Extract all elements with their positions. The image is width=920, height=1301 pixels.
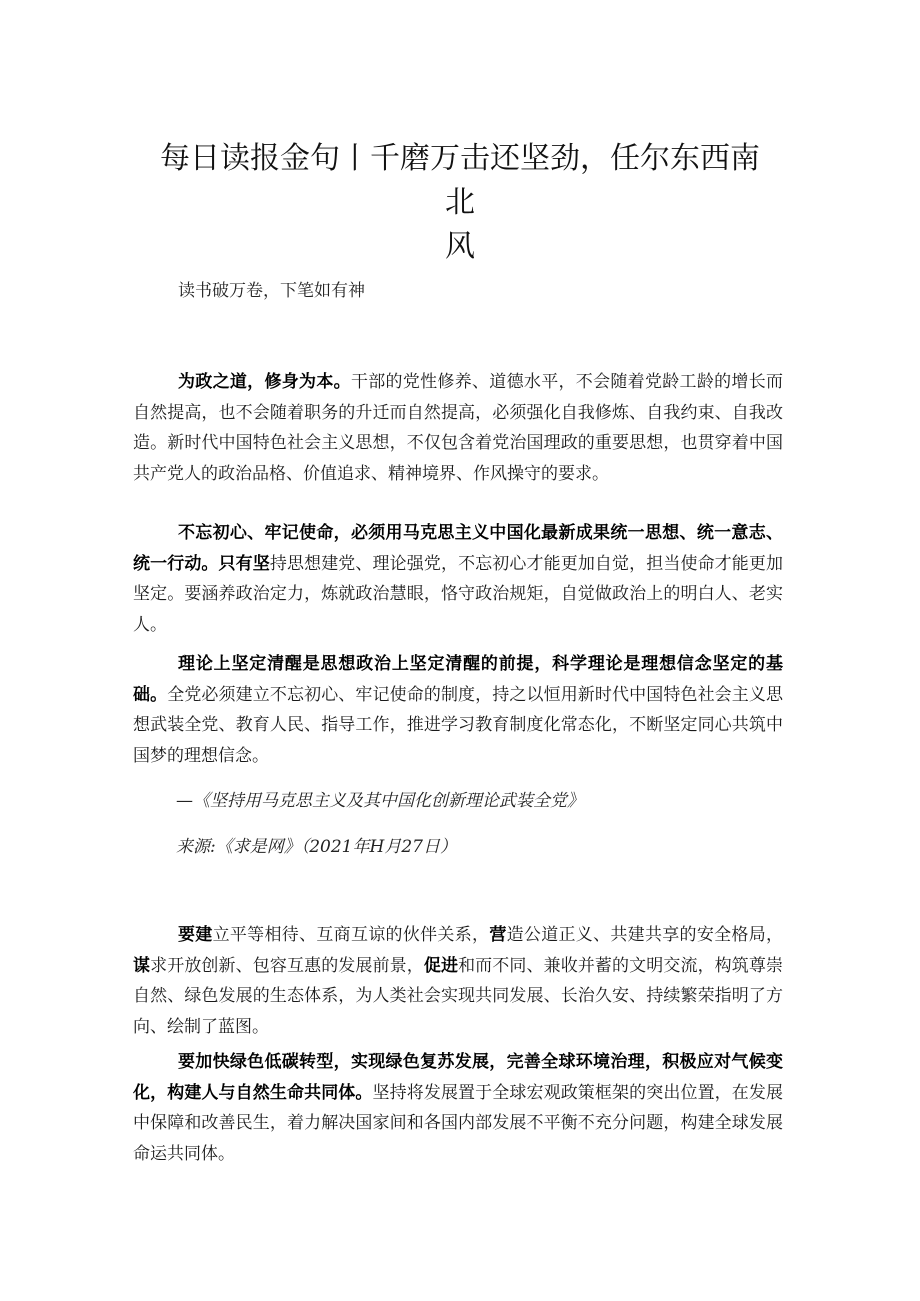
page-title — [130, 137, 790, 269]
paragraph-lead: 谋 — [133, 955, 151, 976]
paragraph-body: 全党必须建立不忘初心、牢记使命的制度，持之以恒用新时代中国特色社会主义思想武装全党、教育人民、指导工作，推进学习教育制度化常态化，不断坚定同心共筑中国梦的理想信念。 — [133, 684, 784, 766]
paragraph-lead: 要加快绿色低碳转型，实现绿色复苏发展，完善全球环境治理，积极应对气候变化，构建人与自然生命共同体。 — [133, 1052, 783, 1103]
paragraph — [133, 920, 783, 1042]
paragraph-body: 和而不同、兼收并蓄的文明交流，构筑尊崇自然、绿色发展的生态体系，为人类社会实现共同发展、长治久安、持续繁荣指明了方向、绘制了蓝图。 — [133, 955, 784, 1037]
paragraph-body: 立平等相待、互商互谅的伙伴关系， — [212, 925, 490, 945]
paragraph — [133, 518, 783, 640]
paragraph — [133, 1047, 783, 1169]
paragraph — [133, 649, 783, 771]
source-line: 来源:《求是网》（2021年H月27日） — [176, 837, 457, 857]
title-line-2: 北 — [445, 185, 475, 220]
paragraph-lead: 要建 — [178, 925, 213, 945]
quote-attribution: —《坚持用马克思主义及其中国化创新理论武装全党》 — [176, 791, 584, 811]
paragraph-body: 坚持将发展置于全球宏观政策框架的突出位置，在发展中保障和改善民生，着力解决国家间和各国内部发展不平衡不充分问题，构建全球发展命运共同体。 — [133, 1082, 784, 1164]
title-line-1: 每日读报金句丨千磨万击还坚劲，任尔东西南 — [160, 141, 760, 176]
paragraph-body: 造公道正义、共建共享的安全格局， — [506, 925, 784, 945]
title-line-3: 风 — [445, 229, 475, 264]
paragraph-lead: 为政之道，修身为本。 — [178, 372, 351, 392]
paragraph-body: 干部的党性修养、道德水平，不会随着党龄工龄的增长而自然提高，也不会随着职务的升迁而自然提高，必须强化自我修炼、自我约束、自我改造。新时代中国特色社会主义思想，不仅包含着党治国理政的重要思想，也贯穿着中国共产党人的政治品格、价值追求、精神境界、作风操守的要求。 — [133, 372, 784, 484]
paragraph-body: 持思想建党、理论强党，不忘初心才能更加自觉，担当使命才能更加坚定。要涵养政治定力，炼就政治慧眼，恪守政治规矩，自觉做政治上的明白人、老实人。 — [133, 553, 784, 635]
paragraph — [133, 367, 783, 489]
paragraph-lead: 理论上坚定清醒是思想政治上坚定清醒的前提，科学理论是理想信念坚定的基础。 — [133, 654, 783, 705]
paragraph-lead: 不忘初心、牢记使命，必须用马克思主义中国化最新成果统一思想、统一意志、统一行动。只有坚 — [133, 523, 783, 574]
paragraph-lead: 促进 — [423, 955, 459, 976]
subtitle: 读书破万卷，下笔如有神 — [178, 281, 365, 301]
paragraph-lead: 营 — [489, 925, 507, 945]
paragraph-body: 求开放创新、包容互惠的发展前景， — [150, 955, 424, 976]
